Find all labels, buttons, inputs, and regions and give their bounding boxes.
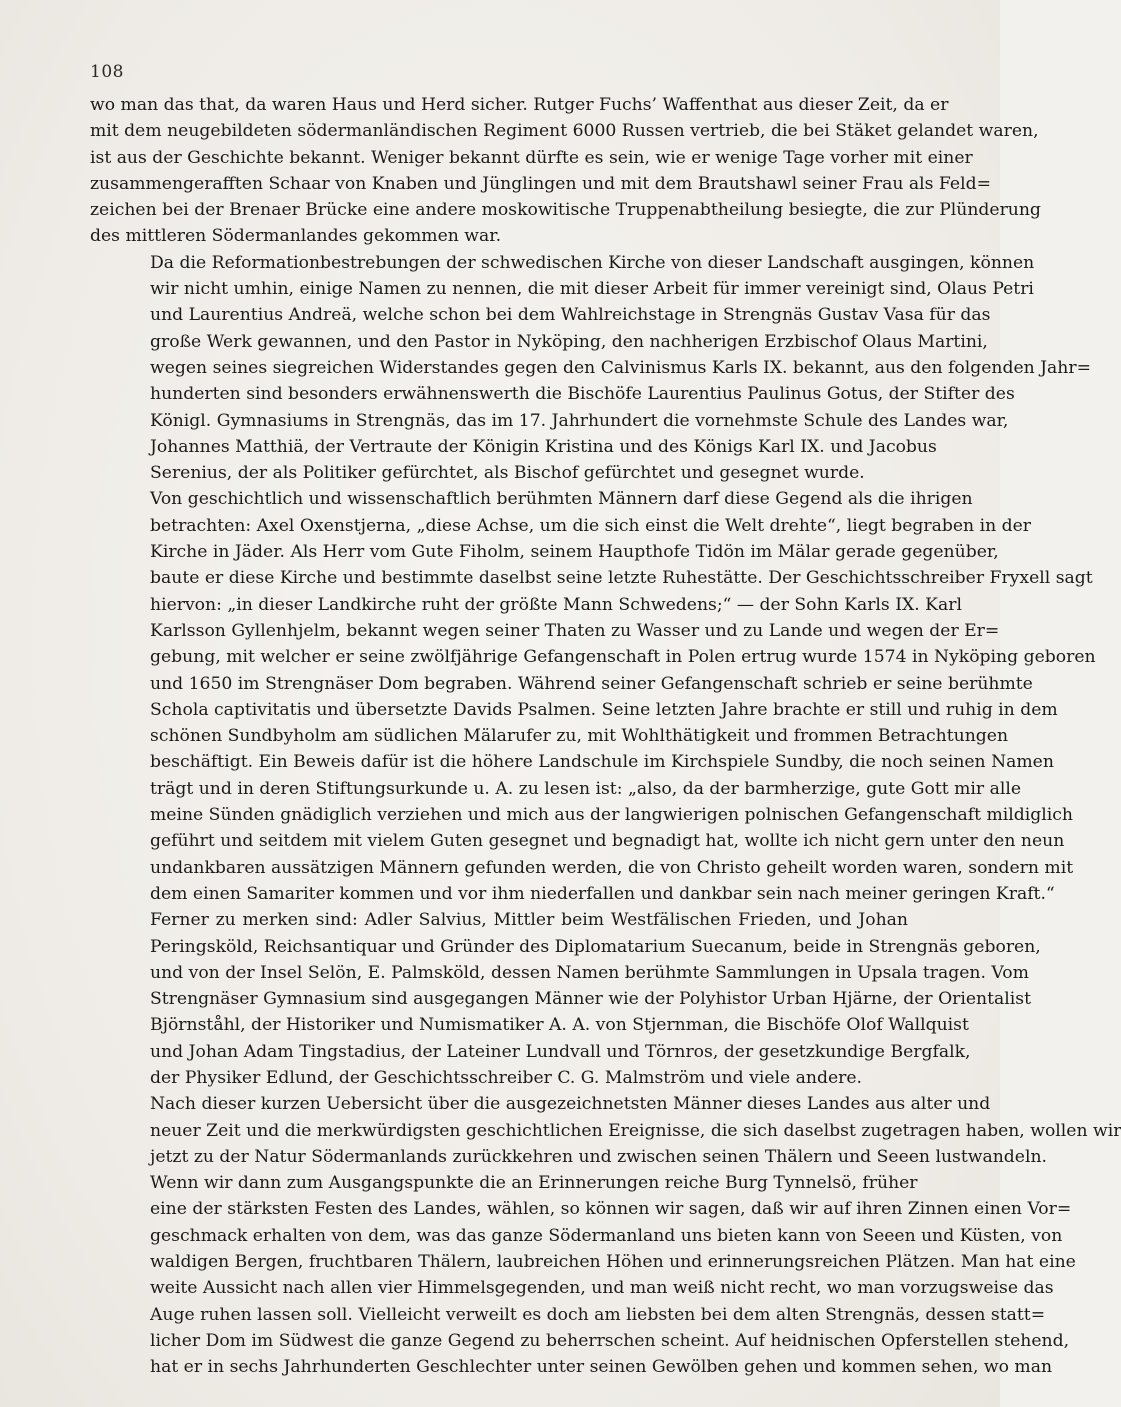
text-line: und Laurentius Andreä, welche schon bei dem Wahlreichstage in Strengnäs Gustav Vasa für das [150,305,991,326]
text-line: wo man das that, da waren Haus und Herd sicher. Rutger Fuchs’ Waffenthat aus dieser Zeit, da er [90,95,949,115]
text-line: und Johan Adam Tingstadius, der Lateiner Lundvall und Törnros, der gesetzkundige Bergfalk, [150,1041,971,1062]
text-line: beschäftigt. Ein Beweis dafür ist die höhere Landschule im Kirchspiele Sundby, die noch seinen Namen [150,752,1054,773]
text-line: des mittleren Södermanlandes gekommen war. [90,226,502,247]
text-line: weite Aussicht nach allen vier Himmelsgegenden, und man weiß nicht recht, wo man vorzugsweise das [150,1278,1054,1299]
text-line: zusammengerafften Schaar von Knaben und Jünglingen und mit dem Brautshawl seiner Frau als Feld= [90,173,991,194]
paragraph-2 [90,250,1091,487]
text-line: Von geschichtlich und wissenschaftlich berühmten Männern darf diese Gegend als die ihrigen [150,489,973,510]
text-line: geschmack erhalten von dem, was das ganze Södermanland uns bieten kann von Seeen und Küsten, von [150,1225,1063,1246]
text-line: geführt und seitdem mit vielem Guten gesegnet und begnadigt hat, wollte ich nicht gern unter den neun [150,831,1065,852]
text-line: und 1650 im Strengnäser Dom begraben. Während seiner Gefangenschaft schrieb er seine berühmte [150,673,1033,694]
text-line: Kirche in Jäder. Als Herr vom Gute Fiholm, seinem Haupthofe Tidön im Mälar gerade gegenüber, [150,542,999,563]
text-line: Ferner zu merken sind: Adler Salvius, Mittler beim Westfälischen Frieden, und Johan [150,910,908,931]
text-line: jetzt zu der Natur Södermanlands zurückkehren und zwischen seinen Thälern und Seeen lustwandeln. [150,1146,1047,1167]
paragraph-1 [90,92,1041,250]
text-line: Strengnäser Gymnasium sind ausgegangen Männer wie der Polyhistor Urban Hjärne, der Orientalist [150,989,1032,1010]
text-line: schönen Sundbyholm am südlichen Mälarufer zu, mit Wohlthätigkeit und frommen Betrachtungen [150,726,1009,747]
text-line: Da die Reformationbestrebungen der schwedischen Kirche von dieser Landschaft ausgingen, können [150,252,1035,273]
text-line: große Werk gewannen, und den Pastor in Nyköping, den nachherigen Erzbischof Olaus Martini, [150,331,988,352]
text-line: wegen seines siegreichen Widerstandes gegen den Calvinismus Karls IX. bekannt, aus den folgenden Jahr= [150,357,1091,378]
text-line: meine Sünden gnädiglich verziehen und mich aus der langwierigen polnischen Gefangenschaft mildiglich [150,805,1073,826]
text-line: betrachten: Axel Oxenstjerna, „diese Achse, um die sich einst die Welt drehte“, liegt begraben in der [150,515,1032,536]
text-line: Schola captivitatis und übersetzte Davids Psalmen. Seine letzten Jahre brachte er still und ruhig in dem [150,699,1058,720]
paragraph-5 [90,1091,1121,1170]
text-line: Auge ruhen lassen soll. Vielleicht verweilt es doch am liebsten bei dem alten Strengnäs, dessen statt= [150,1304,1046,1325]
text-line: Johannes Matthiä, der Vertraute der Königin Kristina und des Königs Karl IX. und Jacobus [150,436,937,457]
text-line: Karlsson Gyllenhjelm, bekannt wegen seiner Thaten zu Wasser und zu Lande und wegen der Er= [150,620,1000,641]
text-line: Serenius, der als Politiker gefürchtet, als Bischof gefürchtet und gesegnet wurde. [150,463,865,484]
text-line: Wenn wir dann zum Ausgangspunkte die an Erinnerungen reiche Burg Tynnelsö, früher [150,1173,918,1194]
text-line: ist aus der Geschichte bekannt. Weniger bekannt dürfte es sein, wie er wenige Tage vorher mit einer [90,147,973,168]
paragraph-4 [90,907,1041,1091]
text-line: und von der Insel Selön, E. Palmsköld, dessen Namen berühmte Sammlungen in Upsala tragen. Vom [150,962,1029,983]
text-line: waldigen Bergen, fruchtbaren Thälern, laubreichen Höhen und erinnerungsreichen Plätzen. Man hat eine [150,1252,1076,1273]
body-text [90,92,1121,1381]
text-line: zeichen bei der Brenaer Brücke eine andere moskowitische Truppenabtheilung besiegte, die zur Plünderung [90,200,1041,221]
text-line: Königl. Gymnasiums in Strengnäs, das im 17. Jahrhundert die vornehmste Schule des Landes war, [150,410,1009,431]
text-line: undankbaren aussätzigen Männern gefunden werden, die von Christo geheilt worden waren, sondern mit [150,857,1074,878]
text-line: gebung, mit welcher er seine zwölfjährige Gefangenschaft in Polen ertrug wurde 1574 in Nyköping geboren [150,647,1096,668]
text-line: der Physiker Edlund, der Geschichtsschreiber C. G. Malmström und viele andere. [150,1067,862,1088]
text-line: neuer Zeit und die merkwürdigsten geschichtlichen Ereignisse, die sich daselbst zugetragen haben, wollen wir [150,1120,1121,1141]
text-line: hiervon: „in dieser Landkirche ruht der größte Mann Schwedens;“ — der Sohn Karls IX. Karl [150,594,962,615]
text-line: Peringsköld, Reichsantiquar und Gründer des Diplomatarium Suecanum, beide in Strengnäs geboren, [150,936,1041,957]
paragraph-6 [90,1170,1076,1380]
text-line: wir nicht umhin, einige Namen zu nennen, die mit dieser Arbeit für immer vereinigt sind, Olaus Petri [150,279,1034,300]
text-line: mit dem neugebildeten södermanländischen Regiment 6000 Russen vertrieb, die bei Stäket gelandet waren, [90,121,1039,142]
text-line: Björnståhl, der Historiker und Numismatiker A. A. von Stjernman, die Bischöfe Olof Wallquist [150,1015,969,1036]
text-line: trägt und in deren Stiftungsurkunde u. A. zu lesen ist: „also, da der barmherzige, gute Gott mir alle [150,778,1021,799]
text-line: baute er diese Kirche und bestimmte daselbst seine letzte Ruhestätte. Der Geschichtsschreiber Fryxell sagt [150,568,1093,589]
text-line: eine der stärksten Festen des Landes, wählen, so können wir sagen, daß wir auf ihren Zinnen einen Vor= [150,1199,1072,1220]
text-line: hat er in sechs Jahrhunderten Geschlechter unter seinen Gewölben gehen und kommen sehen, wo man [150,1357,1053,1378]
text-line: Nach dieser kurzen Uebersicht über die ausgezeichnetsten Männer dieses Landes aus alter und [150,1094,991,1115]
page-number: 108 [90,62,124,82]
paragraph-3 [90,486,1096,907]
text-line: dem einen Samariter kommen und vor ihm niederfallen und dankbar sein nach meiner geringen Kraft.“ [150,883,1055,904]
text-line: licher Dom im Südwest die ganze Gegend zu beherrschen scheint. Auf heidnischen Opferstellen stehend, [150,1330,1070,1351]
text-line: hunderten sind besonders erwähnenswerth die Bischöfe Laurentius Paulinus Gotus, der Stifter des [150,384,1015,405]
